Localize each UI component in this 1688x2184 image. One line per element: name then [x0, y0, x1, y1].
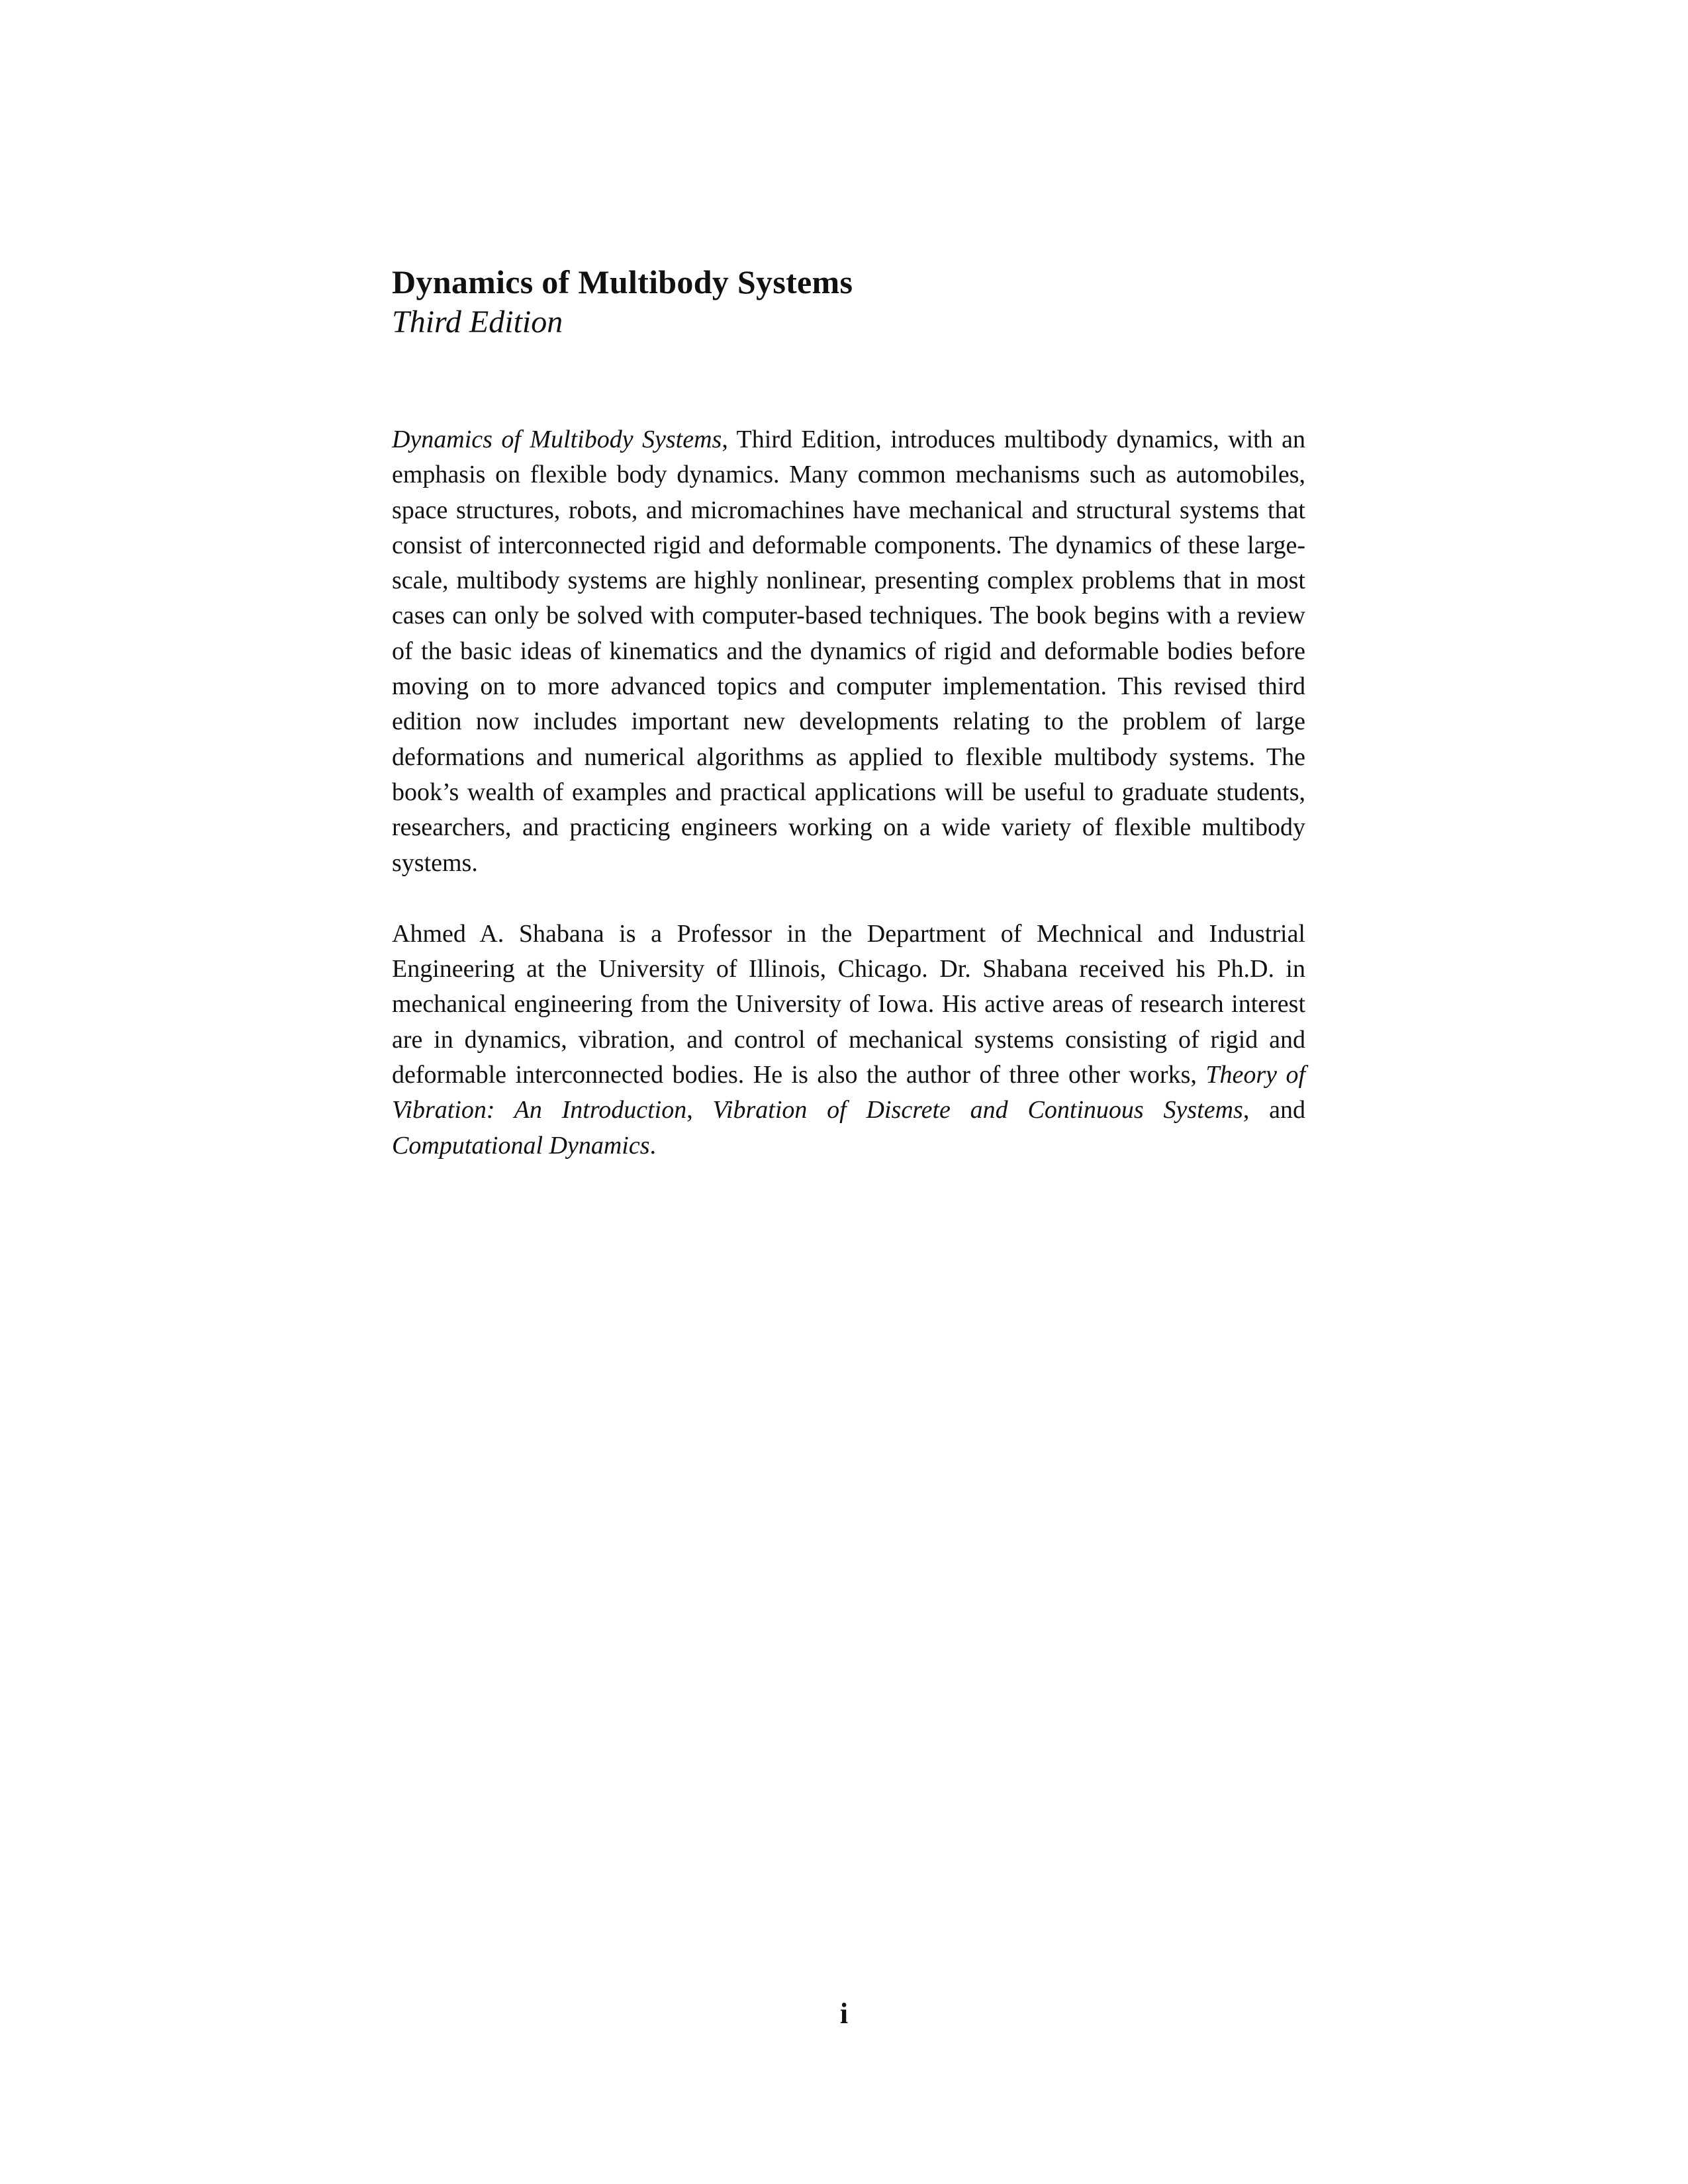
work-title-2: Vibration of Discrete and Continuous Systems	[712, 1096, 1243, 1124]
work-title-3: Computational Dynamics	[392, 1131, 650, 1160]
work-title-1: Theory of Vibration: An Introduction	[392, 1061, 1305, 1124]
work-separator-2: , and	[1243, 1096, 1306, 1124]
description-book-title: Dynamics of Multibody Systems	[392, 426, 722, 453]
work-separator-1: ,	[686, 1096, 713, 1124]
page-number: i	[839, 1997, 849, 2030]
author-bio-text: Ahmed A. Shabana is a Professor in the Department of Mechnical and Industrial Engineering at the University of Illinois, Chicago. Dr. Shabana received his Ph.D. in mechanical engineering from the University of Iowa. His active areas of research interest are in dynamics, vibration, and control of mechanical systems consisting of rigid and deformable interconnected bodies. He is also the author of three other works,	[392, 919, 1305, 1089]
description-text: , Third Edition, introduces multibody dynamics, with an emphasis on flexible body dynamics. Many common mechanisms such as automobiles, space structures, robots, and micromachines have mechanical and structural systems that consist of interconnected rigid and deformable components. The dynamics of these large-scale, multibody systems are highly nonlinear, presenting complex problems that in most cases can only be solved with computer-based techniques. The book begins with a review of the basic ideas of kinematics and the dynamics of rigid and deformable bodies before moving on to more advanced topics and computer implementation. This revised third edition now includes important new developments relating to the problem of large deformations and numerical algorithms as applied to flexible multibody systems. The book’s wealth of examples and practical applications will be useful to graduate students, researchers, and practicing engineers working on a wide variety of flexible multibody systems.	[392, 426, 1306, 877]
bio-end-punctuation: .	[649, 1131, 656, 1160]
book-description	[392, 422, 1305, 881]
edition-subtitle: Third Edition	[392, 304, 563, 340]
book-title: Dynamics of Multibody Systems	[392, 263, 853, 300]
author-bio	[392, 917, 1305, 1163]
front-matter-text	[392, 262, 1305, 1163]
